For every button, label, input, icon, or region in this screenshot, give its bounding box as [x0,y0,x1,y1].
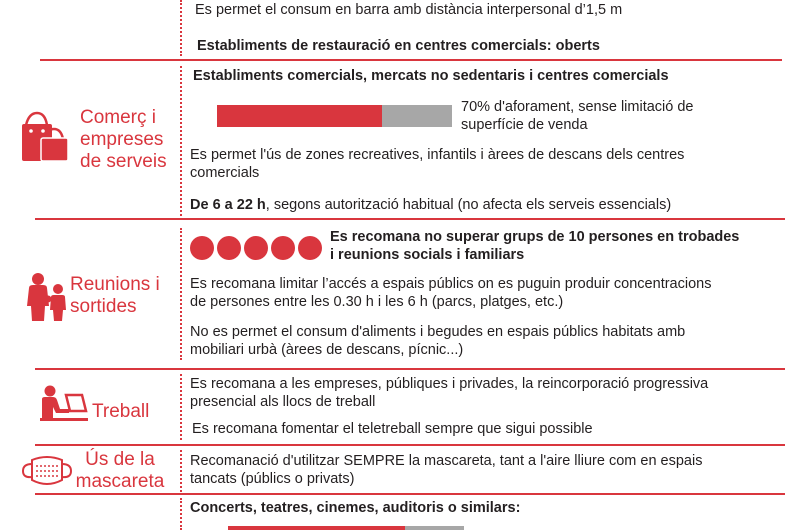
comerc-title-line-2: empreses [80,129,164,150]
mascareta-divider-dotted [180,450,182,492]
cultura-capacity-bar-rest [405,526,464,530]
capacity-bar-rest [382,105,453,127]
worker-laptop-icon [40,385,90,423]
food-text [190,323,685,359]
comerc-divider-dotted [180,66,182,216]
comerc-title-line-3: de serveis [80,151,167,172]
recreational-text-line-2: comercials [190,165,260,181]
group-dot [271,236,295,260]
section-separator-2 [35,218,785,220]
mask-text-line-2: tancats (públics o privats) [190,471,355,487]
group-dot [217,236,241,260]
mascareta-title-line-2: mascareta [75,471,165,492]
cultura-heading: Concerts, teatres, cinemes, auditoris o similars: [190,500,521,516]
group-dot [190,236,214,260]
telework-text: Es recomana fomentar el teletreball sempre que sigui possible [192,421,593,437]
treball-title: Treball [92,401,150,422]
section-separator-5 [35,493,785,495]
mascareta-title-line-1: Ús de la [85,449,155,470]
group-text [330,228,739,264]
reunions-title-line-2: sortides [70,296,137,317]
capacity-text-line-1: 70% d'aforament, sense limitació de [461,99,694,115]
shopping-bags-icon [20,111,70,163]
mascareta-title [70,449,170,493]
comerc-title-line-1: Comerç i [80,107,157,128]
access-text [190,275,711,311]
section-separator-4 [35,444,785,446]
cultura-divider-dotted [180,498,182,530]
top-divider-dotted [180,0,182,56]
comerc-title [80,107,167,173]
capacity-bar-fill [217,105,382,127]
top-line-2: Establiments de restauració en centres comercials: oberts [197,38,600,54]
group-dot [298,236,322,260]
section-separator-3 [35,368,785,370]
capacity-bar [217,105,452,127]
return-text-line-2: presencial als llocs de treball [190,394,376,410]
hours-text [190,196,671,214]
reunions-title-line-1: Reunions i [70,274,160,295]
group-text-line-2: i reunions socials i familiars [330,247,525,263]
food-text-line-2: mobiliari urbà (àrees de descans, pícnic...) [190,342,464,358]
family-icon [26,272,70,322]
return-text [190,375,708,411]
comerc-heading: Establiments comercials, mercats no sedentaris i centres comercials [193,68,669,84]
group-text-line-1: Es recomana no superar grups de 10 persones en trobades [330,229,740,245]
hours-rest: , segons autorització habitual (no afecta els serveis essencials) [265,197,672,213]
mask-text-line-1: Recomanació d'utilitzar SEMPRE la mascareta, tant a l'aire lliure com en espais [190,453,703,469]
section-separator-1 [40,59,782,61]
capacity-text [461,98,693,134]
recreational-text-line-1: Es permet l'ús de zones recreatives, infantils i àrees de descans dels centres [190,147,685,163]
food-text-line-1: No es permet el consum d'aliments i begudes en espais públics habitats amb [190,324,686,340]
reunions-divider-dotted [180,228,182,360]
capacity-text-line-2: superfície de venda [461,117,588,133]
top-line-1: Es permet el consum en barra amb distància interpersonal d’1,5 m [195,2,623,18]
mask-text [190,452,702,488]
access-text-line-1: Es recomana limitar l’accés a espais públics on es puguin produir concentracions [190,276,712,292]
treball-divider-dotted [180,374,182,440]
cultura-capacity-bar [228,526,464,530]
access-text-line-2: de persones entre les 0.30 h i les 6 h (parcs, platges, etc.) [190,294,564,310]
face-mask-icon [20,452,74,490]
recreational-text [190,146,684,182]
cultura-capacity-bar-fill [228,526,405,530]
reunions-title [70,274,160,318]
hours-bold: De 6 a 22 h [190,197,266,213]
group-dot [244,236,268,260]
return-text-line-1: Es recomana a les empreses, públiques i privades, la reincorporació progressiva [190,376,709,392]
